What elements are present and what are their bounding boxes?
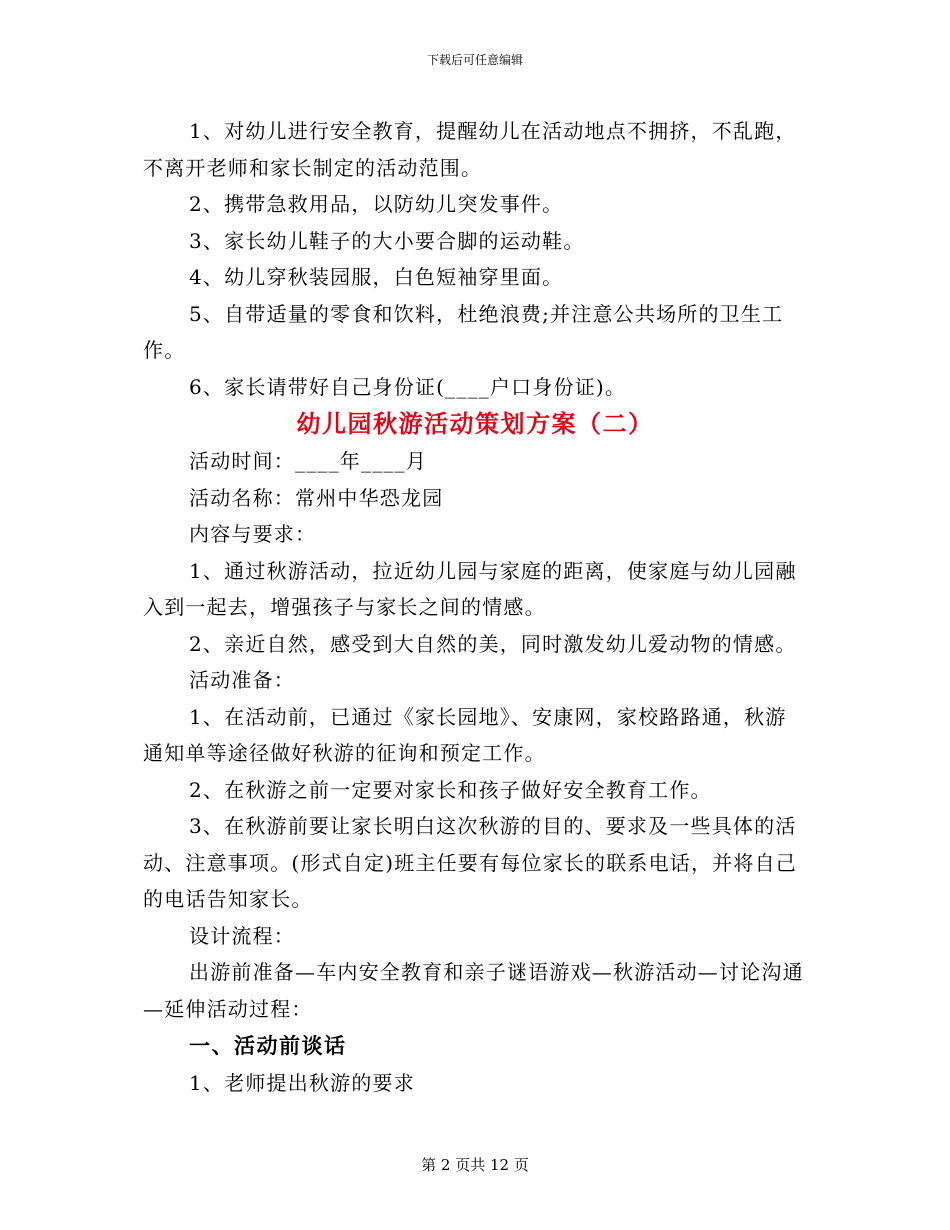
activity-preparation-label: 活动准备： — [189, 668, 295, 692]
activity-time-line: 活动时间：____年____月 — [189, 449, 427, 473]
paragraph: 3、在秋游前要让家长明白这次秋游的目的、要求及一些具体的活动、注意事项。(形式自定)班主任要有每位家长的联系电话，并将自己的电话告知家长。 — [143, 814, 798, 911]
document-title: 幼儿园秋游活动策划方案（二） — [296, 410, 654, 438]
content-requirements-label: 内容与要求： — [189, 522, 317, 546]
paragraph: 2、亲近自然，感受到大自然的美，同时激发幼儿爱动物的情感。 — [189, 631, 797, 656]
paragraph: 1、对幼儿进行安全教育，提醒幼儿在活动地点不拥挤，不乱跑，不离开老师和家长制定的活动范围。 — [143, 119, 797, 180]
paragraph: 1、在活动前，已通过《家长园地》、安康网，家校路路通，秋游通知单等途径做好秋游的征询和预定工作。 — [143, 704, 787, 765]
paragraph: 出游前准备—车内安全教育和亲子谜语游戏—秋游活动—讨论沟通—延伸活动过程： — [143, 960, 804, 1021]
paragraph: 5、自带适量的零食和饮料，杜绝浪费;并注意公共场所的卫生工作。 — [143, 301, 784, 362]
design-process-label: 设计流程： — [189, 923, 295, 948]
document-body — [143, 113, 807, 1102]
section-heading: 一、活动前谈话 — [189, 1034, 347, 1058]
paragraph: 1、通过秋游活动，拉近幼儿园与家庭的距离，使家庭与幼儿园融入到一起去，增强孩子与家长之间的情感。 — [143, 558, 797, 619]
paragraph: 1、老师提出秋游的要求 — [189, 1071, 415, 1095]
activity-name-line: 活动名称：常州中华恐龙园 — [189, 485, 444, 510]
paragraph: 4、幼儿穿秋装园服，白色短袖穿里面。 — [189, 265, 564, 289]
paragraph: 6、家长请带好自己身份证(____户口身份证)。 — [189, 374, 627, 399]
paragraph: 2、在秋游之前一定要对家长和孩子做好安全教育工作。 — [189, 777, 712, 802]
page-footer: 第 2 页共 12 页 — [421, 1156, 529, 1174]
paragraph: 2、携带急救用品，以防幼儿突发事件。 — [189, 192, 564, 216]
paragraph: 3、家长幼儿鞋子的大小要合脚的运动鞋。 — [189, 228, 585, 253]
page-header: 下载后可任意编辑 — [426, 53, 523, 67]
